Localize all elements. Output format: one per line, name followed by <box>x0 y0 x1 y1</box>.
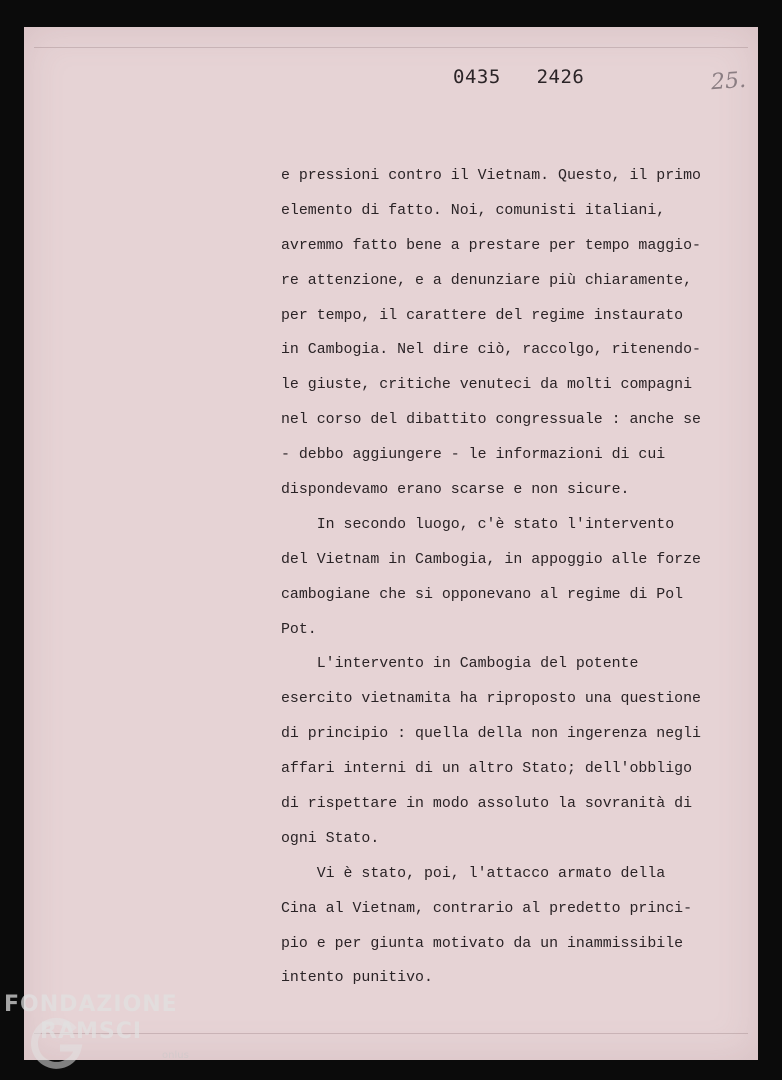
handwritten-page-number: 25. <box>710 67 747 96</box>
document-page <box>24 27 758 1060</box>
text-line: e pressioni contro il Vietnam. Questo, il primo <box>281 168 701 184</box>
text-line: per tempo, il carattere del regime instaurato <box>281 307 684 324</box>
text-line: Pot. <box>281 621 317 638</box>
text-line: esercito vietnamita ha riproposto una questione <box>281 691 701 708</box>
text-line: avremmo fatto bene a prestare per tempo maggio- <box>281 237 701 254</box>
text-line: di rispettare in modo assoluto la sovranità di <box>281 796 693 813</box>
text-line: elemento di fatto. Noi, comunisti italiani, <box>281 202 666 219</box>
text-line: nel corso del dibattito congressuale : anche se <box>281 412 701 429</box>
typed-text-block <box>281 164 741 1001</box>
text-line: Vi è stato, poi, l'attacco armato della <box>281 865 666 882</box>
text-line: dispondevamo erano scarse e non sicure. <box>281 482 630 499</box>
text-line: cambogiane che si opponevano al regime di Pol <box>281 586 684 603</box>
text-line: intento punitivo. <box>281 970 433 987</box>
text-line: In secondo luogo, c'è stato l'intervento <box>281 516 675 533</box>
watermark-line1: FONDAZIONE <box>4 992 178 1017</box>
text-line: L'intervento in Cambogia del potente <box>281 656 639 673</box>
text-line: ogni Stato. <box>281 830 380 847</box>
text-line: pio e per giunta motivato da un inammissibile <box>281 935 684 952</box>
watermark-onlus: onlus <box>162 1050 189 1061</box>
watermark-line2: RAMSCI <box>40 1019 143 1044</box>
text-line: re attenzione, e a denunziare più chiaramente, <box>281 272 693 289</box>
fold-line-top <box>34 47 748 48</box>
text-line: affari interni di un altro Stato; dell'obbligo <box>281 761 693 778</box>
text-line: di principio : quella della non ingerenza negli <box>281 726 701 743</box>
text-line: Cina al Vietnam, contrario al predetto princi- <box>281 900 693 917</box>
text-line: del Vietnam in Cambogia, in appoggio alle forze <box>281 551 701 568</box>
archive-document-number: 0435 2426 <box>453 66 585 88</box>
text-line: le giuste, critiche venuteci da molti compagni <box>281 377 693 394</box>
text-line: in Cambogia. Nel dire ciò, raccolgo, ritenendo- <box>281 342 701 359</box>
text-line: - debbo aggiungere - le informazioni di cui <box>281 447 666 464</box>
fondazione-gramsci-watermark <box>4 992 204 1078</box>
